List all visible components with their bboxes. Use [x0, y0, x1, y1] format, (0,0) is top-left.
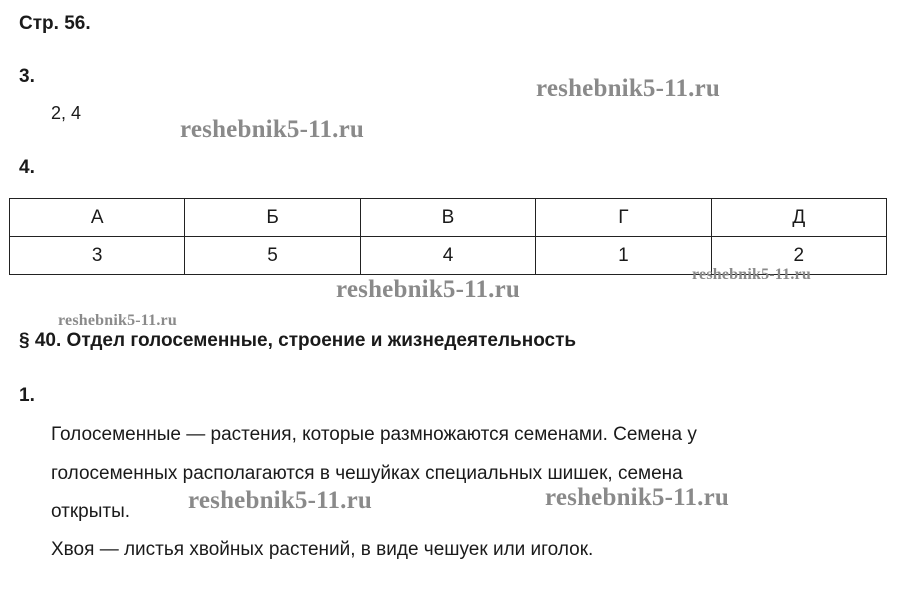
table-cell: В	[360, 199, 535, 237]
watermark: reshebnik5-11.ru	[58, 312, 177, 329]
paragraph-line: Хвоя — листья хвойных растений, в виде чешуек или иголок.	[51, 539, 594, 560]
question-1-number: 1.	[19, 385, 35, 406]
page-title: Стр. 56.	[19, 13, 91, 34]
table-cell: А	[10, 199, 185, 237]
table-cell: Б	[185, 199, 360, 237]
paragraph-line: Голосеменные — растения, которые размножаются семенами. Семена у	[51, 424, 697, 445]
watermark: reshebnik5-11.ru	[692, 266, 811, 283]
paragraph-line: открыты.	[51, 501, 131, 522]
section-title: § 40. Отдел голосеменные, строение и жизнедеятельность	[19, 330, 577, 351]
table-cell: 4	[360, 237, 535, 275]
table-cell: Г	[536, 199, 711, 237]
table-cell: 2	[711, 237, 886, 275]
watermark: reshebnik5-11.ru	[188, 487, 373, 514]
table-header-row	[10, 199, 887, 237]
question-3-answer: 2, 4	[51, 103, 82, 123]
table-cell: Д	[711, 199, 886, 237]
table-cell: 3	[10, 237, 185, 275]
answer-table	[9, 198, 887, 275]
watermark: reshebnik5-11.ru	[180, 116, 365, 143]
watermark: reshebnik5-11.ru	[545, 484, 730, 511]
paragraph-line: голосеменных располагаются в чешуйках специальных шишек, семена	[51, 463, 683, 484]
table-cell: 1	[536, 237, 711, 275]
watermark: reshebnik5-11.ru	[336, 276, 521, 303]
watermark: reshebnik5-11.ru	[536, 75, 721, 102]
question-3-number: 3.	[19, 66, 35, 87]
question-4-number: 4.	[19, 157, 35, 178]
table-cell: 5	[185, 237, 360, 275]
